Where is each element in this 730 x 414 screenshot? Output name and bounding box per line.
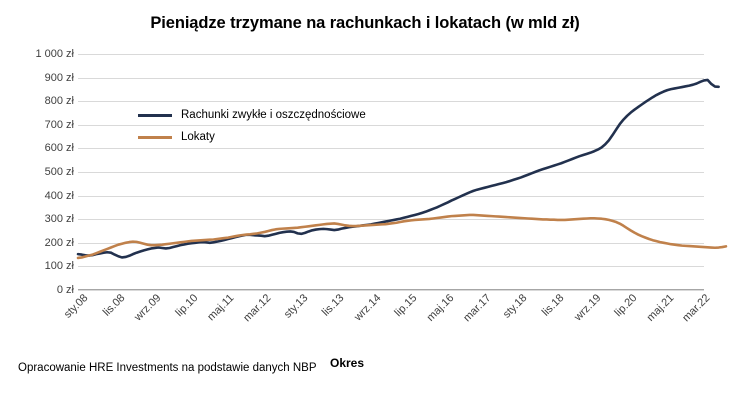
x-axis-tick-label: mar.12	[241, 292, 274, 325]
x-axis-title: Okres	[330, 356, 365, 370]
x-axis-tick-label: lip.15	[392, 292, 420, 320]
x-axis-tick-label: maj.16	[424, 292, 457, 324]
y-axis-tick-label: 800 zł	[44, 95, 74, 108]
legend-item-0	[138, 104, 428, 126]
x-axis-tick-label: maj.11	[205, 292, 237, 324]
legend-label-lokaty: Lokaty	[181, 131, 215, 143]
x-axis-tick-label: wrz.19	[571, 292, 603, 324]
y-axis-tick-label: 500 zł	[44, 166, 74, 178]
plot-area	[78, 54, 704, 290]
legend-swatch-rachunki	[138, 114, 172, 117]
legend-swatch-lokaty	[138, 136, 172, 139]
y-axis-tick-label: 1 000 zł	[35, 48, 74, 60]
y-axis-tick-label: 300 zł	[44, 213, 74, 226]
x-axis-tick-label: sty.13	[281, 292, 311, 321]
x-axis-tick-label: mar.17	[460, 292, 494, 325]
legend	[138, 104, 428, 148]
legend-label-rachunki: Rachunki zwykłe i oszczędnościowe	[181, 109, 366, 121]
x-axis-tick-label: maj.21	[644, 292, 677, 324]
x-axis-tick-label: wrz.14	[351, 292, 384, 324]
y-axis-tick-label: 100 zł	[44, 260, 74, 273]
legend-item-1	[138, 126, 428, 148]
series-line-1	[78, 215, 726, 258]
chart-title: Pieniądze trzymane na rachunkach i lokatach (w mld zł)	[150, 14, 580, 32]
x-axis-tick-label: mar.22	[680, 292, 713, 325]
x-axis-tick-label: lis.13	[320, 292, 347, 319]
x-axis-tick-label: wrz.09	[132, 292, 164, 324]
y-axis-tick-label: 200 zł	[44, 236, 74, 249]
x-axis-tick-label: sty.08	[61, 292, 91, 321]
x-axis-tick-label: lis.08	[100, 292, 128, 319]
y-axis-tick-label: 400 zł	[44, 189, 74, 202]
y-axis-tick-label: 600 zł	[44, 142, 74, 155]
y-axis-tick-label: 900 zł	[44, 71, 74, 84]
x-axis-tick-label: lip.10	[173, 292, 201, 320]
gridline	[78, 290, 704, 291]
y-axis-tick-label: 0 zł	[56, 284, 74, 296]
x-axis-tick-label: lis.18	[539, 292, 567, 319]
series-lines	[78, 54, 704, 290]
x-axis-tick-label: lip.20	[612, 292, 640, 320]
x-axis-tick-label: sty.18	[501, 292, 530, 321]
chart-footnote: Opracowanie HRE Investments na podstawie danych NBP	[18, 362, 317, 374]
x-axis-line	[78, 289, 704, 290]
y-axis-tick-label: 700 zł	[44, 118, 74, 131]
x-axis-labels	[61, 292, 713, 352]
